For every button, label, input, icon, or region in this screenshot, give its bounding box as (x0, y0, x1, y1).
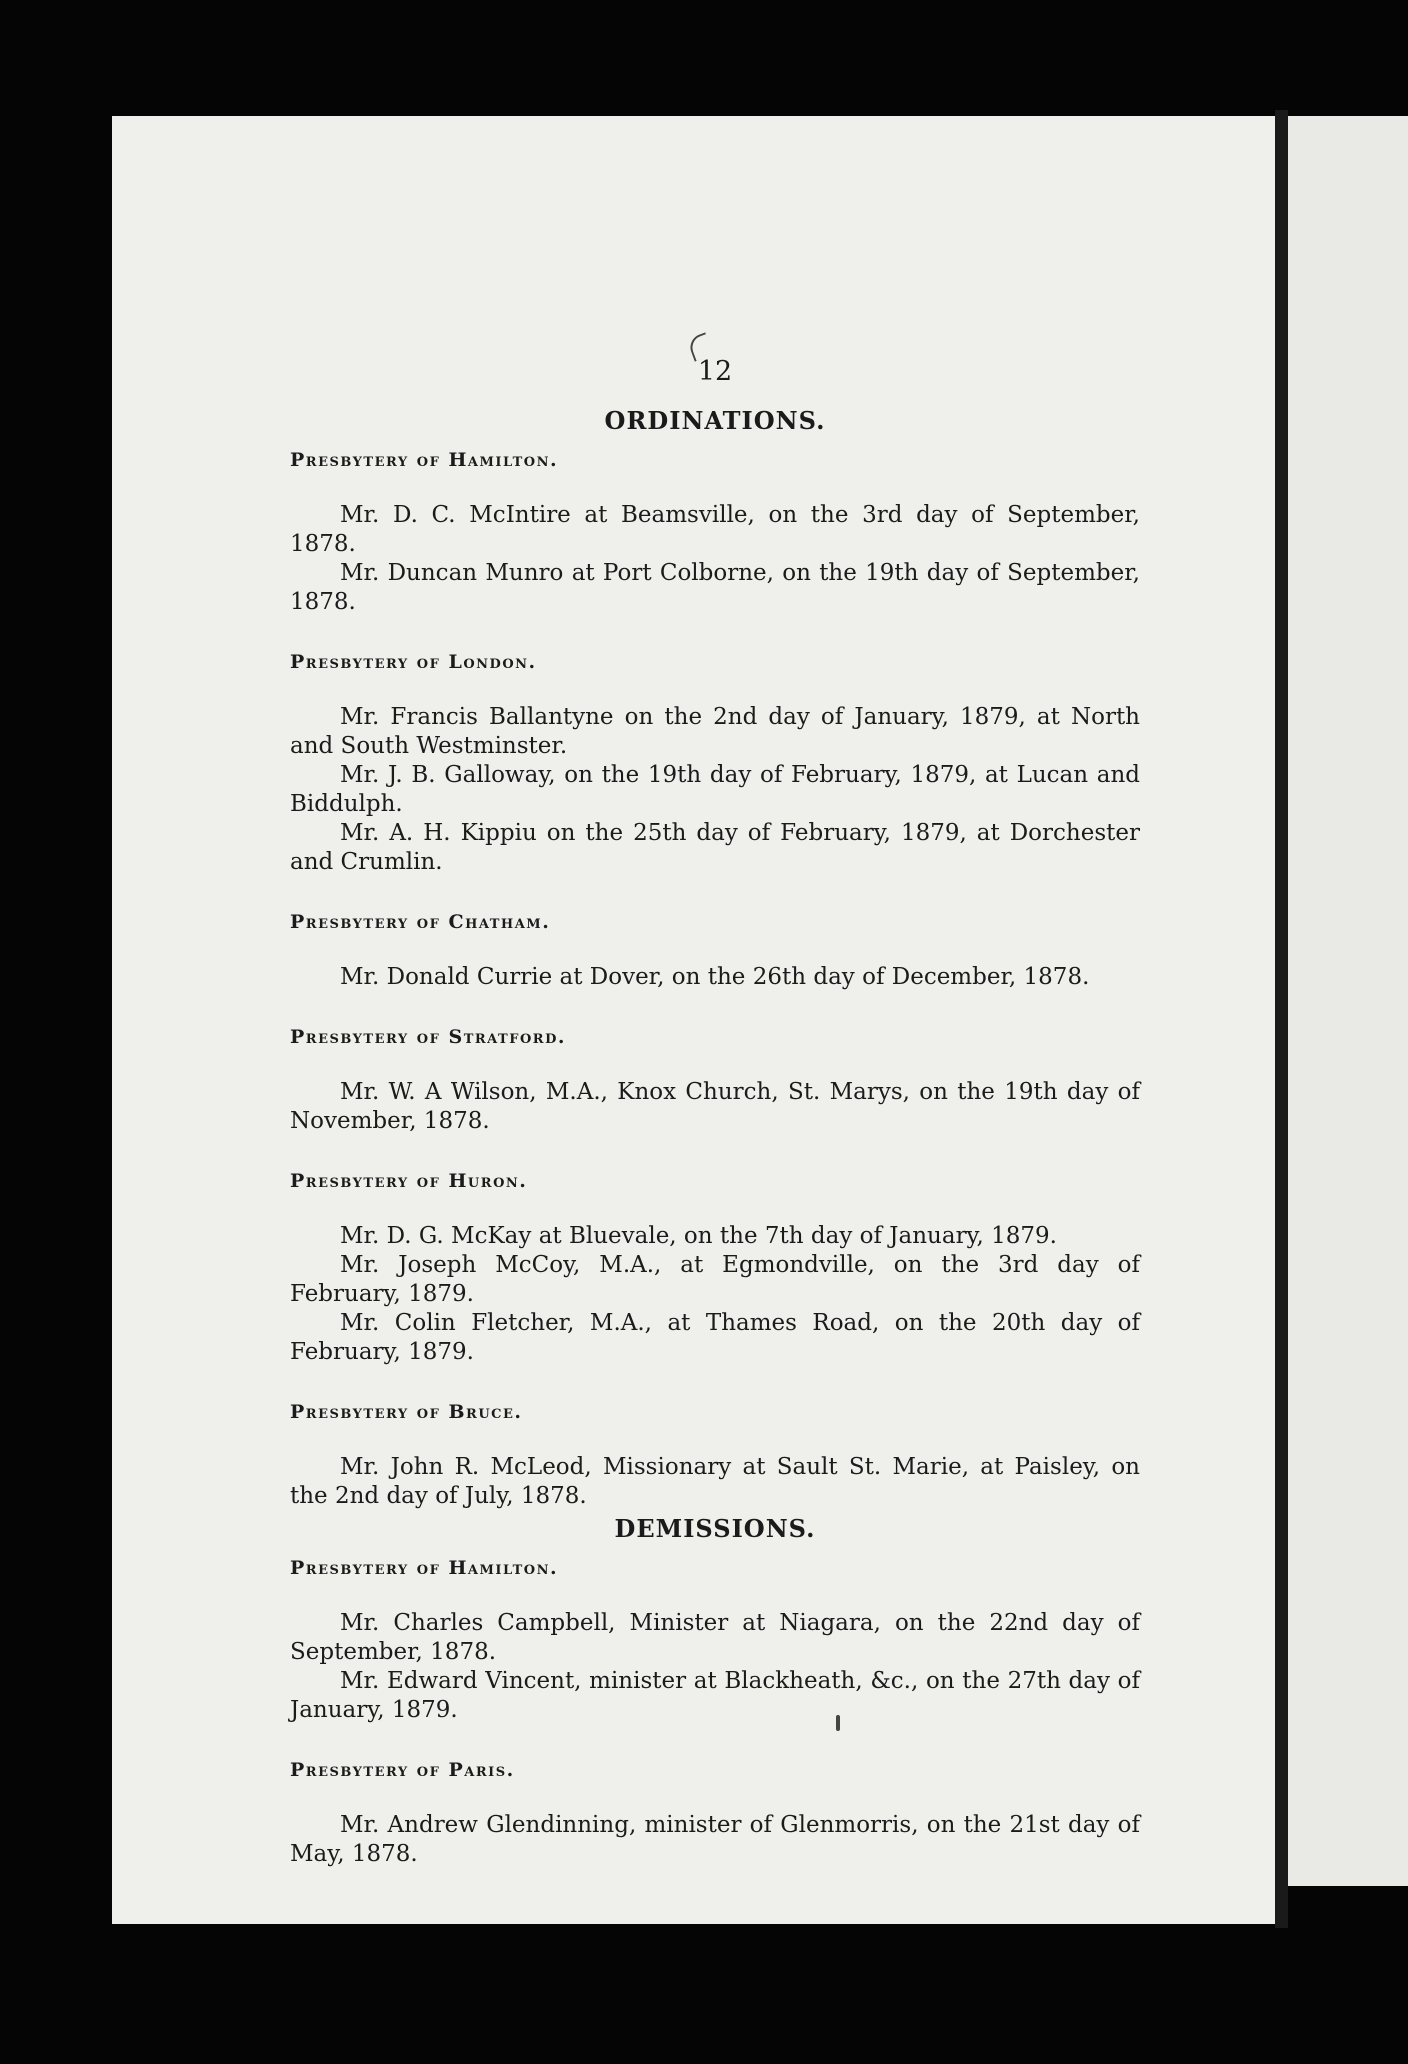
presbytery-heading: Presbytery of Hamilton. (290, 1557, 559, 1579)
entry: Mr. D. G. McKay at Bluevale, on the 7th day of January, 1879. (340, 1223, 1057, 1249)
presbytery-group (290, 1022, 1140, 1136)
presbytery-group (290, 1553, 1140, 1725)
document-text (290, 355, 1140, 1869)
entry: Mr. Edward Vincent, minister at Blackheath, &c., on the 27th day of January, 1879. (290, 1668, 1140, 1723)
presbytery-heading: Presbytery of Paris. (290, 1759, 515, 1781)
presbytery-group (290, 445, 1140, 617)
page-gutter-divider (1275, 110, 1288, 1928)
entry: Mr. A. H. Kippiu on the 25th day of February, 1879, at Dorchester and Crumlin. (290, 820, 1140, 875)
presbytery-group (290, 1166, 1140, 1367)
presbytery-heading: Presbytery of Bruce. (290, 1401, 523, 1423)
entry: Mr. Andrew Glendinning, minister of Glenmorris, on the 21st day of May, 1878. (290, 1812, 1140, 1867)
presbytery-heading: Presbytery of Hamilton. (290, 449, 559, 471)
section-ordinations (290, 403, 1140, 1511)
page-number: 12 (697, 356, 733, 387)
section-title: ORDINATIONS. (604, 406, 826, 435)
section-title: DEMISSIONS. (614, 1514, 816, 1543)
presbytery-heading: Presbytery of Stratford. (290, 1026, 566, 1048)
entry: Mr. Joseph McCoy, M.A., at Egmondville, on the 3rd day of February, 1879. (290, 1252, 1140, 1307)
presbytery-group (290, 907, 1140, 992)
presbytery-heading: Presbytery of London. (290, 651, 537, 673)
entry: Mr. Donald Currie at Dover, on the 26th day of December, 1878. (340, 964, 1090, 990)
facing-page-edge (1288, 116, 1408, 1886)
entry: Mr. Francis Ballantyne on the 2nd day of January, 1879, at North and South Westminster. (290, 704, 1140, 759)
section-demissions (290, 1511, 1140, 1869)
entry: Mr. Duncan Munro at Port Colborne, on the 19th day of September, 1878. (290, 560, 1140, 615)
presbytery-heading: Presbytery of Huron. (290, 1170, 528, 1192)
presbytery-heading: Presbytery of Chatham. (290, 911, 551, 933)
presbytery-group (290, 1755, 1140, 1869)
presbytery-group (290, 1397, 1140, 1511)
entry: Mr. Colin Fletcher, M.A., at Thames Road, on the 20th day of February, 1879. (290, 1310, 1140, 1365)
entry: Mr. John R. McLeod, Missionary at Sault St. Marie, at Paisley, on the 2nd day of July, 1878. (290, 1454, 1140, 1509)
presbytery-group (290, 647, 1140, 877)
entry: Mr. W. A Wilson, M.A., Knox Church, St. Marys, on the 19th day of November, 1878. (290, 1079, 1140, 1134)
entry: Mr. J. B. Galloway, on the 19th day of February, 1879, at Lucan and Biddulph. (290, 762, 1140, 817)
entry: Mr. Charles Campbell, Minister at Niagara, on the 22nd day of September, 1878. (290, 1610, 1140, 1665)
entry: Mr. D. C. McIntire at Beamsville, on the 3rd day of September, 1878. (290, 502, 1140, 557)
